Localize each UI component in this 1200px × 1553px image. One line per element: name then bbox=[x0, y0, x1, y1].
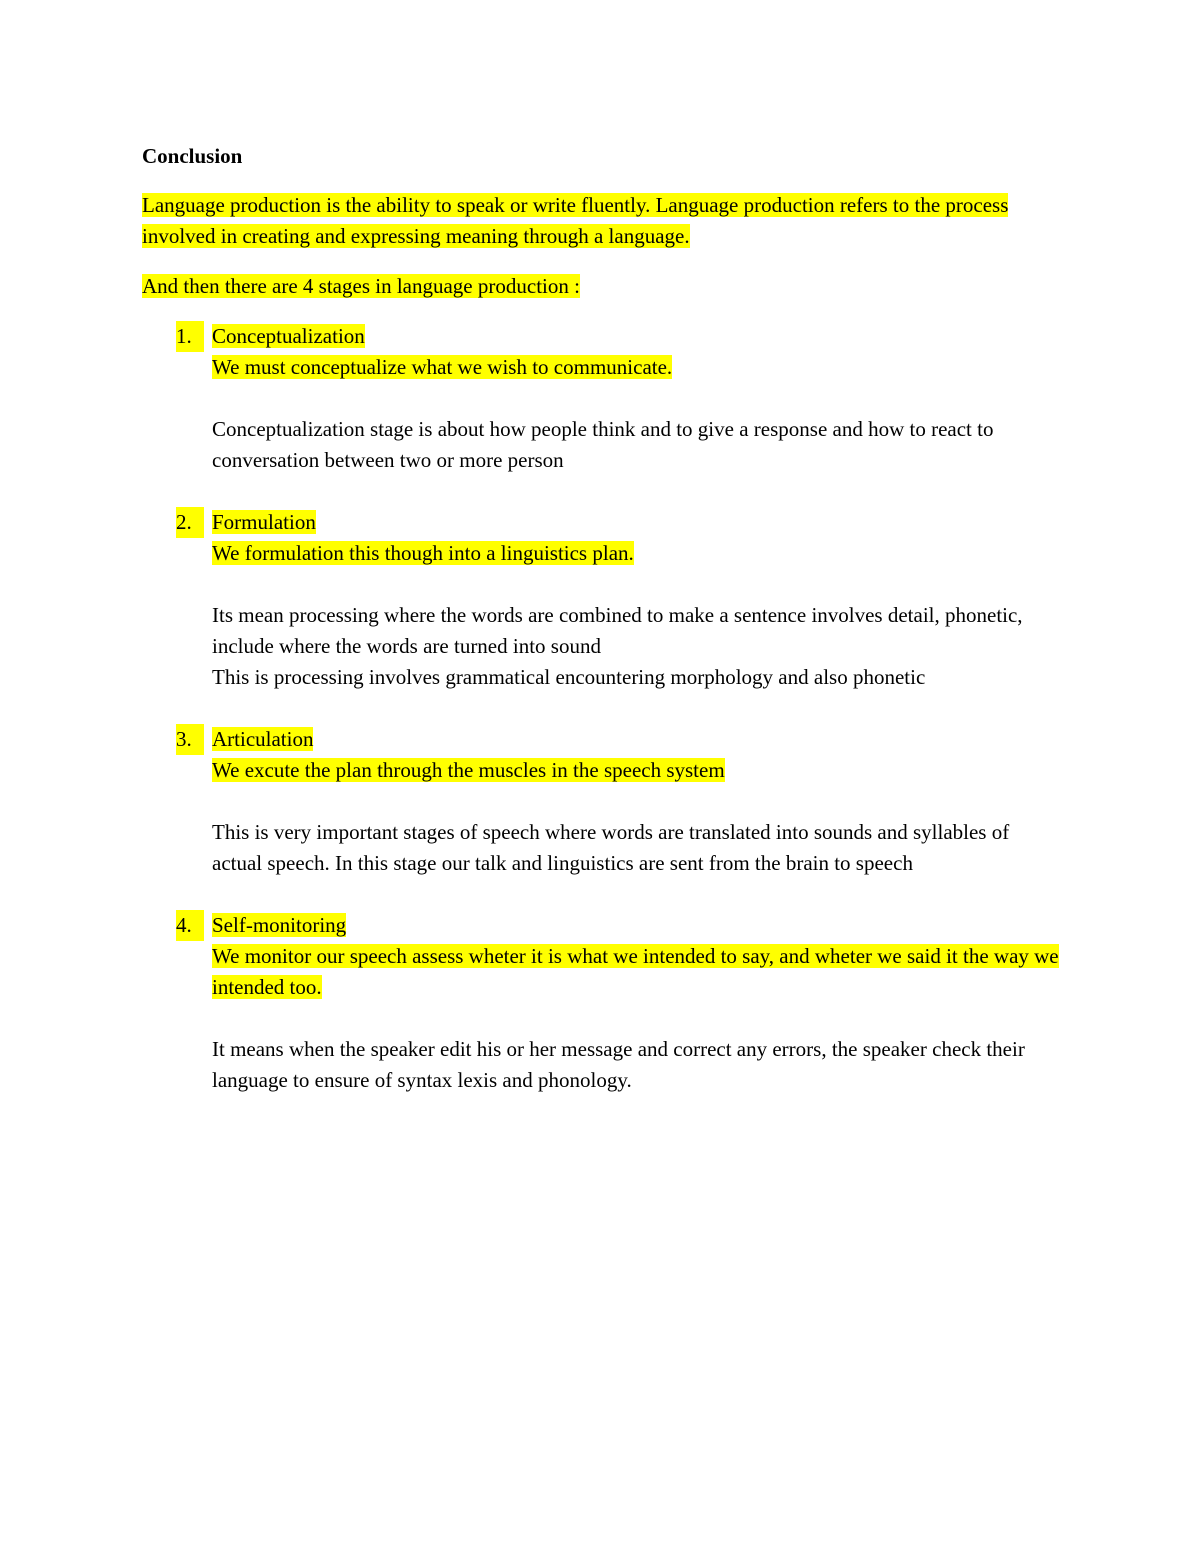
intro-paragraph bbox=[142, 190, 1062, 252]
stage-summary bbox=[212, 352, 1062, 383]
stage-description bbox=[212, 817, 1062, 879]
stage-summary bbox=[212, 755, 1062, 786]
stage-summary-text: We monitor our speech assess wheter it is what we intended to say, and wheter we said it the way we intended too. bbox=[212, 944, 1059, 999]
stage-description-line: Its mean processing where the words are combined to make a sentence involves detail, phonetic, include where the words are turned into sound bbox=[212, 603, 1023, 658]
stage-summary bbox=[212, 941, 1062, 1003]
stage-summary bbox=[212, 538, 1062, 569]
stage-title bbox=[212, 910, 1062, 941]
stage-description-line: Conceptualization stage is about how people think and to give a response and how to react to conversation between two or more person bbox=[212, 417, 994, 472]
stage-title-text: Self-monitoring bbox=[212, 913, 347, 937]
stage-title bbox=[212, 321, 1062, 352]
document-heading: Conclusion bbox=[142, 144, 243, 168]
stage-item-articulation bbox=[142, 724, 1062, 879]
stage-description-line: This is very important stages of speech where words are translated into sounds and syllables of actual speech. In this stage our talk and linguistics are sent from the brain to speech bbox=[212, 820, 1010, 875]
document-content bbox=[142, 142, 1062, 1127]
intro-text: Language production is the ability to speak or write fluently. Language production refers to the process involved in creating and expressing meaning through a language. bbox=[142, 193, 1009, 248]
stage-title-text: Formulation bbox=[212, 510, 316, 534]
stage-summary-text: We must conceptualize what we wish to communicate. bbox=[212, 355, 673, 379]
stage-summary-text: We formulation this though into a linguistics plan. bbox=[212, 541, 634, 565]
stage-description-line: It means when the speaker edit his or her message and correct any errors, the speaker check their language to ensure of syntax lexis and phonology. bbox=[212, 1037, 1025, 1092]
stage-item-formulation bbox=[142, 507, 1062, 693]
stage-summary-text: We excute the plan through the muscles in the speech system bbox=[212, 758, 725, 782]
stage-number: 1. bbox=[176, 321, 204, 352]
stages-intro-text: And then there are 4 stages in language production : bbox=[142, 274, 580, 298]
stage-description-line: This is processing involves grammatical encountering morphology and also phonetic bbox=[212, 665, 926, 689]
stage-number: 4. bbox=[176, 910, 204, 941]
stages-intro-paragraph bbox=[142, 271, 1062, 302]
stages-list bbox=[142, 321, 1062, 1096]
stage-description bbox=[212, 414, 1062, 476]
stage-item-self-monitoring bbox=[142, 910, 1062, 1096]
stage-title bbox=[212, 724, 1062, 755]
stage-number: 2. bbox=[176, 507, 204, 538]
stage-title-text: Conceptualization bbox=[212, 324, 365, 348]
stage-description bbox=[212, 1034, 1062, 1096]
stage-title bbox=[212, 507, 1062, 538]
stage-item-conceptualization bbox=[142, 321, 1062, 476]
stage-title-text: Articulation bbox=[212, 727, 314, 751]
stage-number: 3. bbox=[176, 724, 204, 755]
stage-description bbox=[212, 600, 1062, 693]
